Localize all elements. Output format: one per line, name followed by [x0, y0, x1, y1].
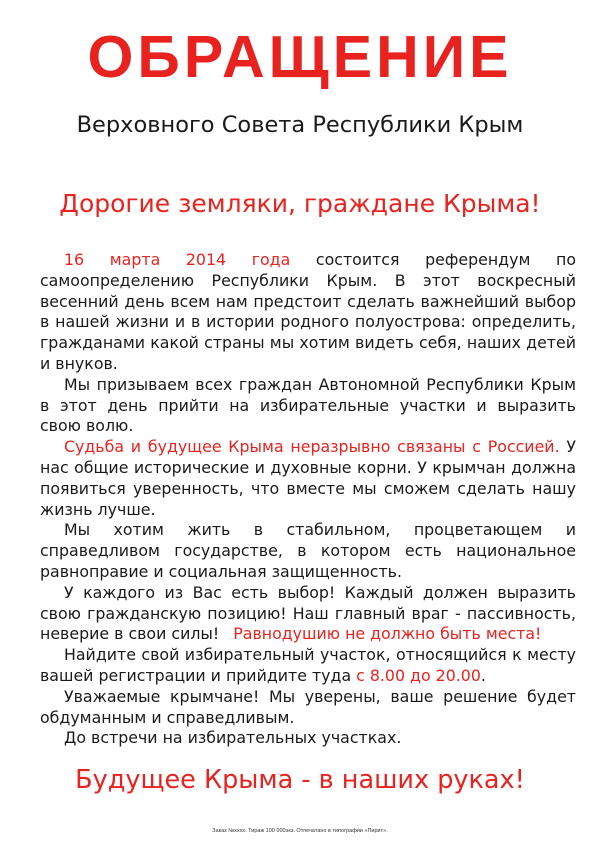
voting-hours: с 8.00 до 20.00	[356, 665, 481, 685]
paragraph-confidence: Уважаемые крымчане! Мы уверены, ваше решение будет обдуманным и справедливым.	[40, 686, 576, 727]
paragraph-referendum	[40, 250, 576, 375]
print-imprint: Заказ №хххх. Тираж 100 000экз. Отпечатано в типографии «Пирит».	[212, 828, 388, 834]
page-title: ОБРАЩЕНИЕ	[87, 24, 513, 90]
paragraph-end: .	[480, 665, 486, 685]
highlight-russia: Судьба и будущее Крыма неразрывно связаны с Россией.	[64, 437, 560, 457]
paragraph-polling-station	[40, 645, 576, 687]
paragraph-text: У нас общие исторические и духовные корни. У крымчан должна появиться уверенность, что вместе мы сможем сделать нашу жизнь лучше.	[40, 437, 576, 519]
paragraph-text: Найдите свой избирательный участок, относящийся к месту вашей регистрации и прийдите туда	[40, 645, 576, 685]
paragraph-state: Мы хотим жить в стабильном, процветающем и справедливом государстве, в котором есть национальное равноправие и социальная защищенность.	[40, 520, 576, 581]
paragraph-russia	[40, 437, 576, 520]
paragraph-farewell: До встречи на избирательных участках.	[64, 728, 402, 748]
paragraph-text: состоится референдум по самоопределению Республики Крым. В этот воскресный весенний день всем нам предстоит сделать важнейший выбор в нашей жизни и в истории родного полуострова: определить, гражданами какой страны мы хотим видеть себя, наших детей и внуков.	[40, 250, 576, 373]
appeal-body	[40, 250, 576, 749]
paragraph-call: Мы призываем всех граждан Автономной Республики Крым в этот день прийти на избирательные участки и выразить свою волю.	[40, 374, 576, 436]
paragraph-choice	[40, 583, 576, 645]
page-subtitle: Верховного Совета Республики Крым	[76, 112, 524, 138]
highlight-indifference: Равнодушию не должно быть места!	[233, 624, 542, 644]
referendum-date: 16 марта 2014 года	[64, 250, 291, 269]
closing-slogan: Будущее Крыма - в наших руках!	[75, 765, 525, 795]
paragraph-text: У каждого из Вас есть выбор! Каждый должен выразить свою гражданскую позицию! Наш главный враг - пассивность, неверие в свои силы!	[40, 582, 576, 644]
greeting-heading: Дорогие земляки, граждане Крыма!	[59, 189, 541, 218]
